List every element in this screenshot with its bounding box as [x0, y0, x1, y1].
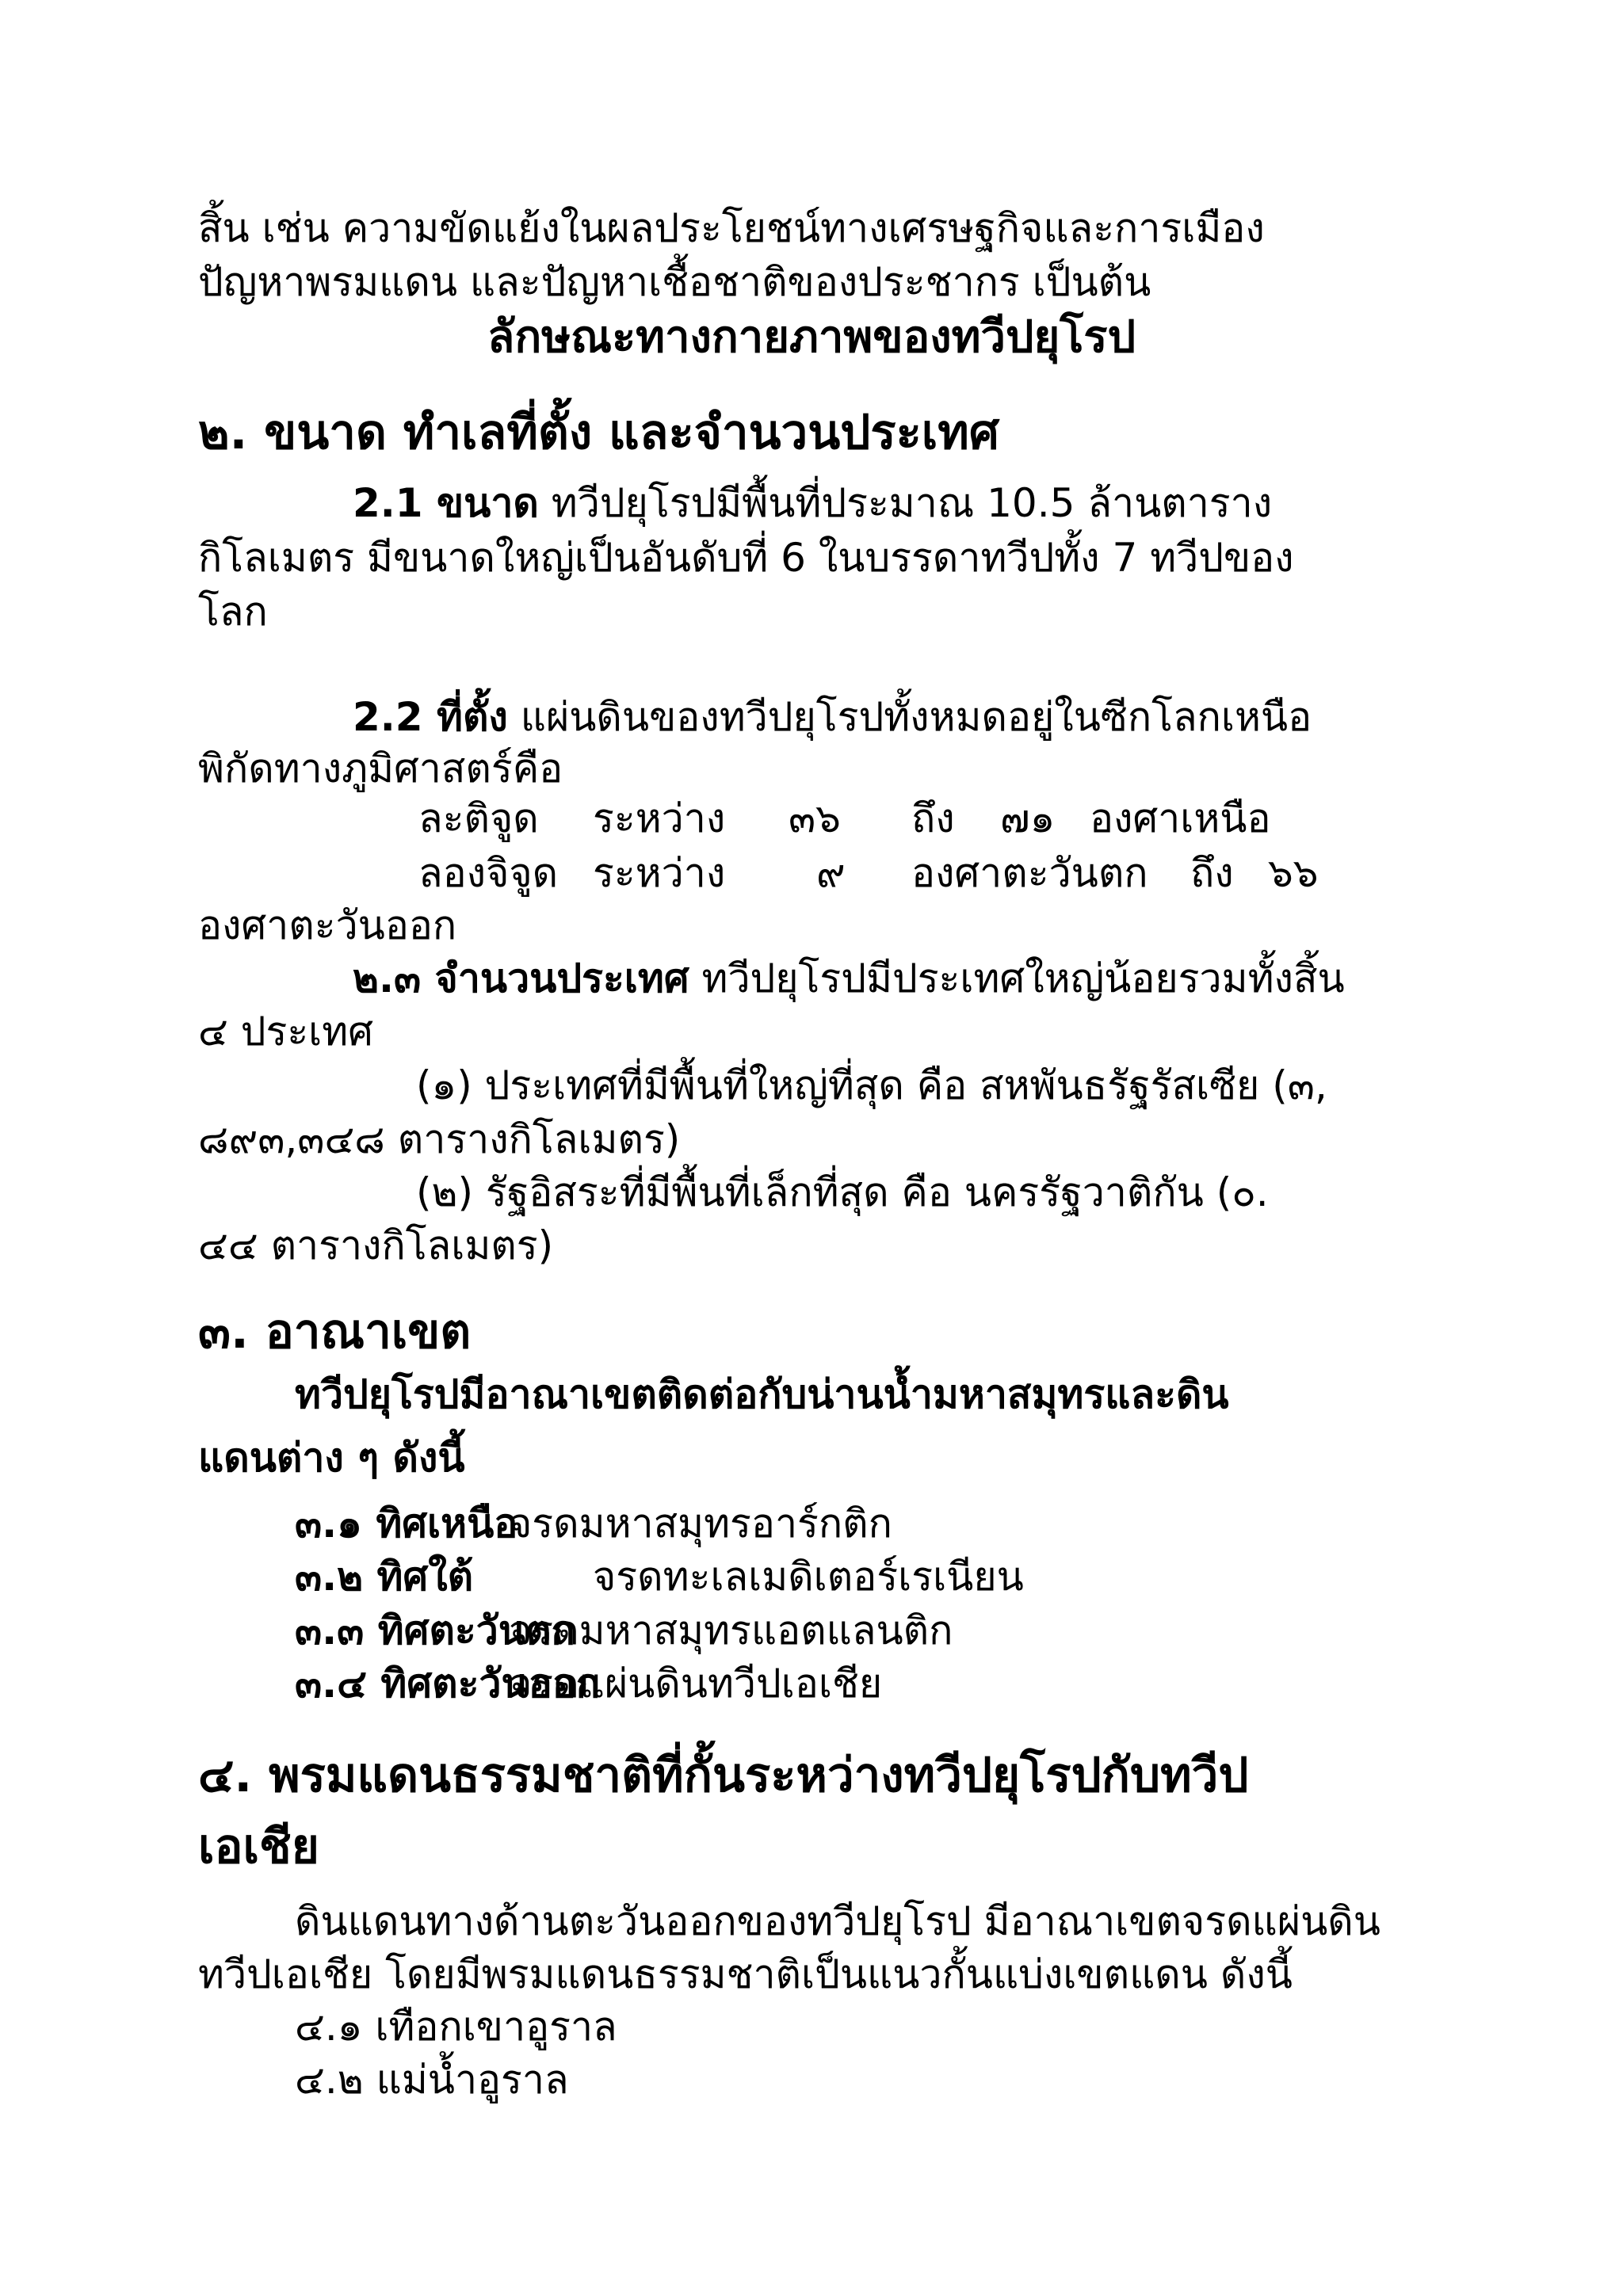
boundary-label: ๓.๑ ทิศเหนือ	[295, 1501, 518, 1547]
latitude-to: ๗๑	[1000, 795, 1056, 841]
boundary-label: ๓.๓ ทิศตะวันตก	[295, 1608, 575, 1653]
section-2-3-item-1a: (๑) ประเทศที่มีพื้นที่ใหญ่ที่สุด คือ สหพันธรัฐรัสเซีย (๓,	[416, 1062, 1327, 1108]
section-2-3-item-2b: ๔๔ ตารางกิโลเมตร)	[198, 1222, 554, 1268]
section-2-3-label: ๒.๓ จำนวนประเทศ	[353, 955, 689, 1001]
section-4-item-1: ๔.๑ เทือกเขาอูราล	[295, 2004, 617, 2050]
section-2-1-line-3: โลก	[198, 589, 268, 635]
boundary-item-south	[295, 1553, 1472, 1600]
boundary-item-west	[295, 1607, 1472, 1654]
latitude-between: ระหว่าง	[593, 795, 726, 841]
section-2-1-text: ทวีปยุโรปมีพื้นที่ประมาณ 10.5 ล้านตาราง	[538, 480, 1273, 526]
section-2-1-line-2: กิโลเมตร มีขนาดใหญ่เป็นอันดับที่ 6 ในบรรดาทวีปทั้ง 7 ทวีปของ	[198, 535, 1294, 581]
section-4-body-1: ดินแดนทางด้านตะวันออกของทวีปยุโรป มีอาณาเขตจรดแผ่นดิน	[295, 1898, 1381, 1944]
section-2-2-line-2: พิกัดทางภูมิศาสตร์คือ	[198, 746, 563, 791]
latitude-to-word: ถึง	[911, 795, 955, 841]
longitude-to-word: ถึง	[1190, 850, 1234, 896]
section-2-2-label: 2.2 ที่ตั้ง	[353, 694, 508, 740]
section-2-3-line-1	[353, 955, 1472, 1002]
longitude-label: ลองจิจูด	[418, 850, 559, 896]
section-2-3-item-2a: (๒) รัฐอิสระที่มีพื้นที่เล็กที่สุด คือ นครรัฐวาติกัน (๐.	[416, 1169, 1269, 1215]
section-4-heading-1: ๔. พรมแดนธรรมชาติที่กั้นระหว่างทวีปยุโรปกับทวีป	[198, 1748, 1249, 1803]
intro-line-1: สิ้น เช่น ความขัดแย้งในผลประโยชน์ทางเศรษฐกิจและการเมือง	[198, 205, 1265, 251]
section-2-2-text: แผ่นดินของทวีปยุโรปทั้งหมดอยู่ในซีกโลกเหนือ	[507, 694, 1312, 740]
section-2-3-line-2: ๔ ประเทศ	[198, 1009, 373, 1055]
section-3-intro-2: แดนต่าง ๆ ดังนี้	[198, 1435, 465, 1481]
section-3-intro-1: ทวีปยุโรปมีอาณาเขตติดต่อกับน่านน้ำมหาสมุทรและดิน	[295, 1371, 1229, 1417]
boundary-label: ๓.๒ ทิศใต้	[295, 1554, 474, 1600]
section-4-item-2: ๔.๒ แม่น้ำอูราล	[295, 2057, 569, 2103]
boundary-label: ๓.๔ ทิศตะวันออก	[295, 1661, 601, 1707]
latitude-label: ละติจูด	[418, 795, 539, 841]
boundary-item-east	[295, 1660, 1472, 1707]
section-2-3-text: ทวีปยุโรปมีประเทศใหญ่น้อยรวมทั้งสิ้น	[689, 955, 1345, 1001]
longitude-continuation: องศาตะวันออก	[198, 902, 457, 948]
boundary-text: จรดแผ่นดินทวีปเอเชีย	[509, 1661, 883, 1707]
section-2-1-label: 2.1 ขนาด	[353, 480, 539, 526]
boundary-item-north	[295, 1500, 1472, 1547]
section-2-heading: ๒. ขนาด ทำเลที่ตั้ง และจำนวนประเทศ	[198, 405, 999, 460]
section-3-heading: ๓. อาณาเขต	[198, 1304, 472, 1360]
section-4-heading-2: เอเชีย	[198, 1819, 319, 1875]
latitude-from: ๓๖	[789, 795, 841, 841]
boundary-text: จรดมหาสมุทรอาร์กติก	[509, 1501, 892, 1547]
longitude-unit: องศาตะวันตก	[911, 850, 1148, 896]
boundary-text: จรดทะเลเมดิเตอร์เรเนียน	[593, 1554, 1024, 1600]
section-2-1-line-1	[353, 479, 1472, 527]
boundary-text: จรดมหาสมุทรแอตแลนติก	[509, 1608, 953, 1653]
page-title: ลักษณะทางกายภาพของทวีปยุโรป	[487, 311, 1136, 363]
longitude-from: ๙	[816, 850, 846, 896]
section-2-2-line-1	[353, 693, 1472, 741]
section-2-3-item-1b: ๘๙๓,๓๔๘ ตารางกิโลเมตร)	[198, 1116, 681, 1162]
longitude-to: ๖๖	[1268, 850, 1319, 896]
section-4-body-2: ทวีปเอเชีย โดยมีพรมแดนธรรมชาติเป็นแนวกั้นแบ่งเขตแดน ดังนี้	[198, 1951, 1293, 1997]
latitude-unit: องศาเหนือ	[1090, 795, 1271, 841]
longitude-between: ระหว่าง	[593, 850, 726, 896]
intro-line-2: ปัญหาพรมแดน และปัญหาเชื้อชาติของประชากร เป็นต้น	[198, 259, 1151, 305]
